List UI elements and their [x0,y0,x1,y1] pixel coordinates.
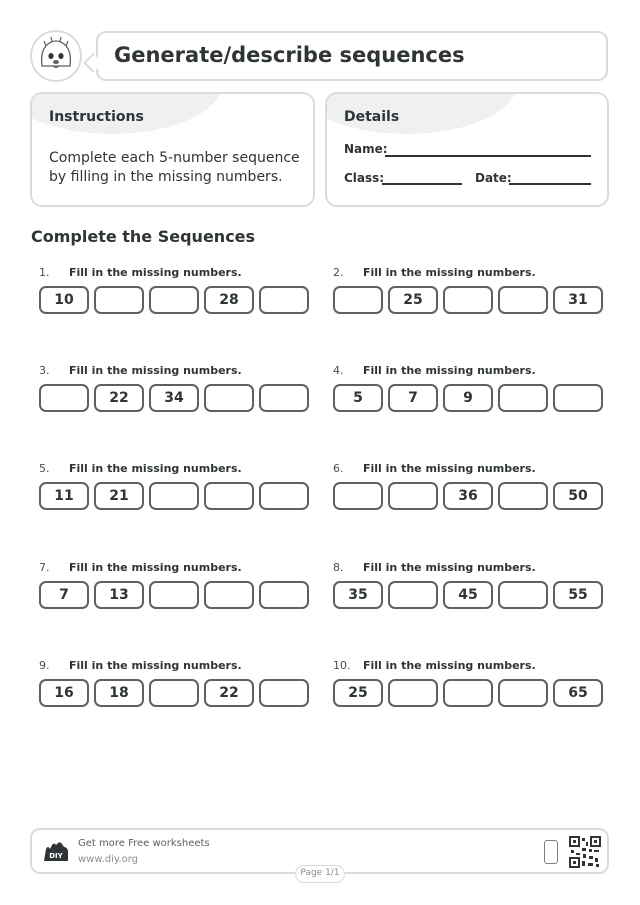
answer-box[interactable] [204,384,254,412]
answer-box[interactable] [388,581,438,609]
answer-box[interactable] [333,482,383,510]
answer-box[interactable] [443,679,493,707]
instructions-panel [30,92,315,207]
problem-2 [325,266,605,326]
instructions-heading: Instructions [49,109,144,125]
problem-number: 7. [39,561,50,574]
answer-box[interactable]: 28 [204,286,254,314]
footer-link[interactable]: www.diy.org [78,854,138,865]
answer-box[interactable] [259,581,309,609]
title-box [96,31,608,81]
answer-box[interactable]: 10 [39,286,89,314]
problem-prompt: Fill in the missing numbers. [69,364,242,377]
answer-box[interactable]: 50 [553,482,603,510]
answer-box[interactable]: 35 [333,581,383,609]
answer-boxes [39,286,309,314]
answer-boxes [39,581,309,609]
problem-number: 1. [39,266,50,279]
problem-number: 10. [333,659,351,672]
answer-box[interactable]: 55 [553,581,603,609]
name-field[interactable] [385,155,591,157]
answer-boxes [39,482,309,510]
answer-box[interactable] [94,286,144,314]
answer-box[interactable]: 25 [333,679,383,707]
answer-box[interactable]: 31 [553,286,603,314]
answer-box[interactable]: 21 [94,482,144,510]
mascot-icon [30,30,82,82]
problem-number: 2. [333,266,344,279]
diy-logo-text: DIY [49,852,63,860]
problem-9 [31,659,311,719]
details-panel [325,92,609,207]
answer-box[interactable] [259,679,309,707]
answer-boxes [333,482,603,510]
answer-box[interactable]: 18 [94,679,144,707]
problem-prompt: Fill in the missing numbers. [69,659,242,672]
problem-prompt: Fill in the missing numbers. [363,561,536,574]
answer-box[interactable] [259,384,309,412]
name-label: Name: [344,142,388,156]
answer-box[interactable] [39,384,89,412]
answer-boxes [333,581,603,609]
problem-prompt: Fill in the missing numbers. [363,266,536,279]
answer-box[interactable]: 25 [388,286,438,314]
answer-box[interactable]: 22 [204,679,254,707]
answer-boxes [333,679,603,707]
answer-box[interactable]: 7 [39,581,89,609]
problem-1 [31,266,311,326]
footer-promo: Get more Free worksheets [78,838,210,849]
problem-prompt: Fill in the missing numbers. [69,462,242,475]
problem-10 [325,659,605,719]
answer-box[interactable] [149,581,199,609]
problem-prompt: Fill in the missing numbers. [363,659,536,672]
answer-box[interactable]: 45 [443,581,493,609]
diy-logo-icon [42,841,70,863]
answer-box[interactable]: 7 [388,384,438,412]
answer-box[interactable] [259,286,309,314]
answer-box[interactable]: 65 [553,679,603,707]
answer-box[interactable] [149,482,199,510]
answer-box[interactable] [149,286,199,314]
answer-box[interactable] [498,384,548,412]
answer-box[interactable]: 9 [443,384,493,412]
answer-box[interactable] [333,286,383,314]
answer-box[interactable]: 16 [39,679,89,707]
problem-prompt: Fill in the missing numbers. [69,561,242,574]
answer-box[interactable] [204,581,254,609]
answer-box[interactable]: 5 [333,384,383,412]
problem-7 [31,561,311,621]
phone-icon [544,840,558,864]
date-field[interactable] [509,183,591,185]
answer-box[interactable] [498,581,548,609]
answer-boxes [333,286,603,314]
answer-box[interactable]: 36 [443,482,493,510]
problem-6 [325,462,605,522]
answer-box[interactable] [443,286,493,314]
answer-box[interactable] [553,384,603,412]
answer-boxes [39,384,309,412]
problem-number: 3. [39,364,50,377]
problem-4 [325,364,605,424]
qr-code-icon [569,836,601,868]
answer-box[interactable] [149,679,199,707]
answer-box[interactable] [498,286,548,314]
answer-box[interactable] [388,482,438,510]
answer-box[interactable]: 13 [94,581,144,609]
answer-box[interactable] [259,482,309,510]
problem-number: 6. [333,462,344,475]
problem-number: 4. [333,364,344,377]
instructions-text: Complete each 5-number sequence by filling in the missing numbers. [49,150,300,185]
class-field[interactable] [382,183,462,185]
date-label: Date: [475,171,512,185]
answer-box[interactable]: 34 [149,384,199,412]
answer-boxes [39,679,309,707]
problem-number: 5. [39,462,50,475]
problem-prompt: Fill in the missing numbers. [363,364,536,377]
problem-number: 9. [39,659,50,672]
class-label: Class: [344,171,385,185]
section-title: Complete the Sequences [31,227,256,246]
answer-box[interactable] [388,679,438,707]
problem-3 [31,364,311,424]
answer-box[interactable]: 22 [94,384,144,412]
details-heading: Details [344,109,400,125]
answer-box[interactable]: 11 [39,482,89,510]
problem-5 [31,462,311,522]
problem-number: 8. [333,561,344,574]
page-title: Generate/describe sequences [114,43,465,67]
problem-prompt: Fill in the missing numbers. [69,266,242,279]
problem-8 [325,561,605,621]
page-number: Page 1/1 [295,865,345,883]
answer-box[interactable] [498,679,548,707]
answer-boxes [333,384,603,412]
problem-prompt: Fill in the missing numbers. [363,462,536,475]
answer-box[interactable] [204,482,254,510]
answer-box[interactable] [498,482,548,510]
